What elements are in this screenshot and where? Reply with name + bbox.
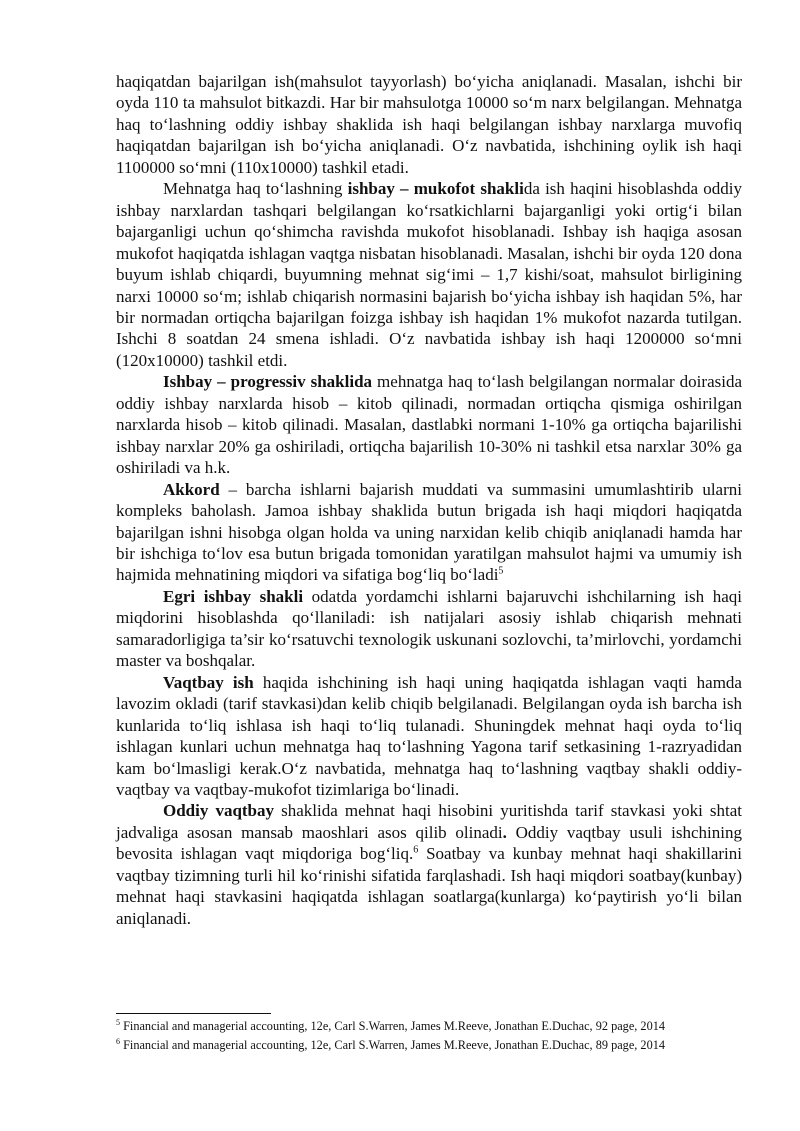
footnote-number: 5 xyxy=(116,1017,120,1027)
text-run: Soatbay va kunbay mehnat haqi shakillarini vaqtbay tizimning turli hil ko‘rinishi sifatida farqlashadi. Ish haqi miqdori soatbay(kunbay) mehnat haqi stavkasini haqiqatda ishlagan soatlarga(kunlarga) ko‘paytirish yo‘li bilan aniqlanadi. xyxy=(116,844,743,928)
paragraph-egri-ishbay xyxy=(116,586,742,672)
paragraph-intro: haqiqatdan bajarilgan ish(mahsulot tayyorlash) bo‘yicha aniqlanadi. Masalan, ishchi bir oyda 110 ta mahsulot bitkazdi. Har bir mahsulotga 10000 so‘m narx belgilangan. Mehnatga haq to‘lashning oddiy ishbay shaklida ish haqi belgilangan ishbay narxlarga muvofiq haqiqatdan bajarilgan ish bo‘yicha aniqlanadi. O‘z navbatida, ishchining oylik ish haqi 1100000 so‘mni (110x10000) tashkil etadi. xyxy=(116,72,742,177)
footnote-ref-6[interactable]: 6 xyxy=(413,844,419,856)
text-run: shaklida mehnat haqi hisobini yuritishda tarif stavkasi yoki shtat jadvaliga asosan mansab maoshlari asos qilib olinadi xyxy=(116,801,742,842)
term-ishbay-progressiv: Ishbay – progressiv shaklida xyxy=(163,372,373,392)
footnotes xyxy=(116,1017,756,1055)
paragraph-oddiy-vaqtbay xyxy=(116,800,742,929)
footnote-6 xyxy=(116,1036,756,1055)
paragraph-ishbay-mukofot xyxy=(116,178,742,371)
text-run-bold: . xyxy=(502,822,507,842)
footnote-text: Financial and managerial accounting, 12e, Carl S.Warren, James M.Reeve, Jonathan E.Duchac, 92 page, 2014 xyxy=(120,1019,666,1033)
footnote-text: Financial and managerial accounting, 12e, Carl S.Warren, James M.Reeve, Jonathan E.Duchac, 89 page, 2014 xyxy=(120,1038,666,1052)
term-egri-ishbay: Egri ishbay shakli xyxy=(163,586,304,606)
term-akkord: Akkord xyxy=(163,479,220,499)
text-run: Mehnatga haq to‘lashning xyxy=(163,179,348,199)
text-run: da ish haqini hisoblashda oddiy ishbay narxlardan tashqari belgilangan ko‘rsatkichlarni bajarganligi yoki ortig‘i bilan bajarganligi uchun qo‘shimcha ravishda mukofot hisoblanadi. Ishbay ish haqiga asosan mukofot haqiqatda ishlagan vaqtga nisbatan hisoblanadi. Masalan, ishchi bir oyda 120 dona buyum ishlab chiqardi, buyumning mehnat sig‘imi – 1,7 kishi/soat, mahsulot birligining narxi 10000 so‘m; ishlab chiqarish normasini bajarish bo‘yicha ishbay ish haqidan 5%, har bir normadan ortiqcha bajarilgan foizga ishbay ish haqidan 1% mukofot nazarda tutilgan. Ishchi 8 soatdan 24 smena ishladi. O‘z navbatida ishbay ish haqi 1200000 so‘mni (120x10000) tashkil etdi. xyxy=(116,179,742,370)
footnote-number: 6 xyxy=(116,1036,120,1046)
footnote-separator xyxy=(116,1013,271,1014)
footnote-ref-5[interactable]: 5 xyxy=(498,565,504,577)
paragraph-ishbay-progressiv xyxy=(116,371,742,478)
footnote-5 xyxy=(116,1017,756,1036)
paragraph-akkord xyxy=(116,479,742,586)
term-ishbay-mukofot: ishbay – mukofot shakli xyxy=(347,179,524,199)
paragraph-vaqtbay xyxy=(116,672,742,801)
document-body xyxy=(116,71,742,929)
text-run: – barcha ishlarni bajarish muddati va summasini umumlashtirib ularni kompleks baholash. Jamoa ishbay shaklida butun brigada ish haqi miqdori haqiqatda bajarilgan ishni hisobga olgan holda va uning narxidan kelib chiqib aniqlanadi hamda har bir ishchiga to‘lov esa butun brigada tomonidan yaratilgan mahsulot hajmi va umumiy ish hajmida mehnatining miqdori va sifatiga bog‘liq bo‘ladi xyxy=(116,479,742,585)
text-run: mehnatga haq to‘lash belgilangan normalar doirasida oddiy ishbay narxlarda hisob – kitob qilinadi, normadan ortiqcha qismiga oshirilgan narxlarda hisob – kitob qilinadi. Masalan, dastlabki normani 1-10% ga ortiqcha bajarilishi ishbay narxlar 20% ga oshiriladi, ortiqcha bajarilish 10-30% ni tashkil etsa narxlar 30% ga oshiriladi va h.k. xyxy=(116,372,742,478)
text-run: Oddiy vaqtbay usuli ishchining bevosita ishlagan vaqt miqdoriga bog‘liq. xyxy=(116,822,742,864)
text-run: haqida ishchining ish haqi uning haqiqatda ishlagan vaqti hamda lavozim okladi (tarif stavkasi)dan kelib chiqib belgilanadi. Belgilangan oyda ish barcha ish kunlarida to‘liq ishlasa ish haqi to‘liq tulanadi. Shuningdek mehnat haqi oyda to‘liq ishlagan kunlari uchun mehnatga haq to‘lashning Yagona tarif setkasining 1-razryadidan kam bo‘lmasligi kerak.O‘z navbatida, mehnatga haq to‘lashning vaqtbay shakli oddiy-vaqtbay va vaqtbay-mukofot tizimlariga bo‘linadi. xyxy=(116,672,742,799)
term-oddiy-vaqtbay: Oddiy vaqtbay xyxy=(163,801,275,821)
text-run: odatda yordamchi ishlarni bajaruvchi ishchilarning ish haqi miqdorini hisoblashda qo‘llaniladi: ish natijalari asosiy ishlab chiqarish mehnati samaradorligiga ta’sir ko‘rsatuvchi texnologik uskunani sozlovchi, ta’mirlovchi, yordamchi master va boshqalar. xyxy=(116,586,742,671)
term-vaqtbay: Vaqtbay ish xyxy=(163,672,254,692)
